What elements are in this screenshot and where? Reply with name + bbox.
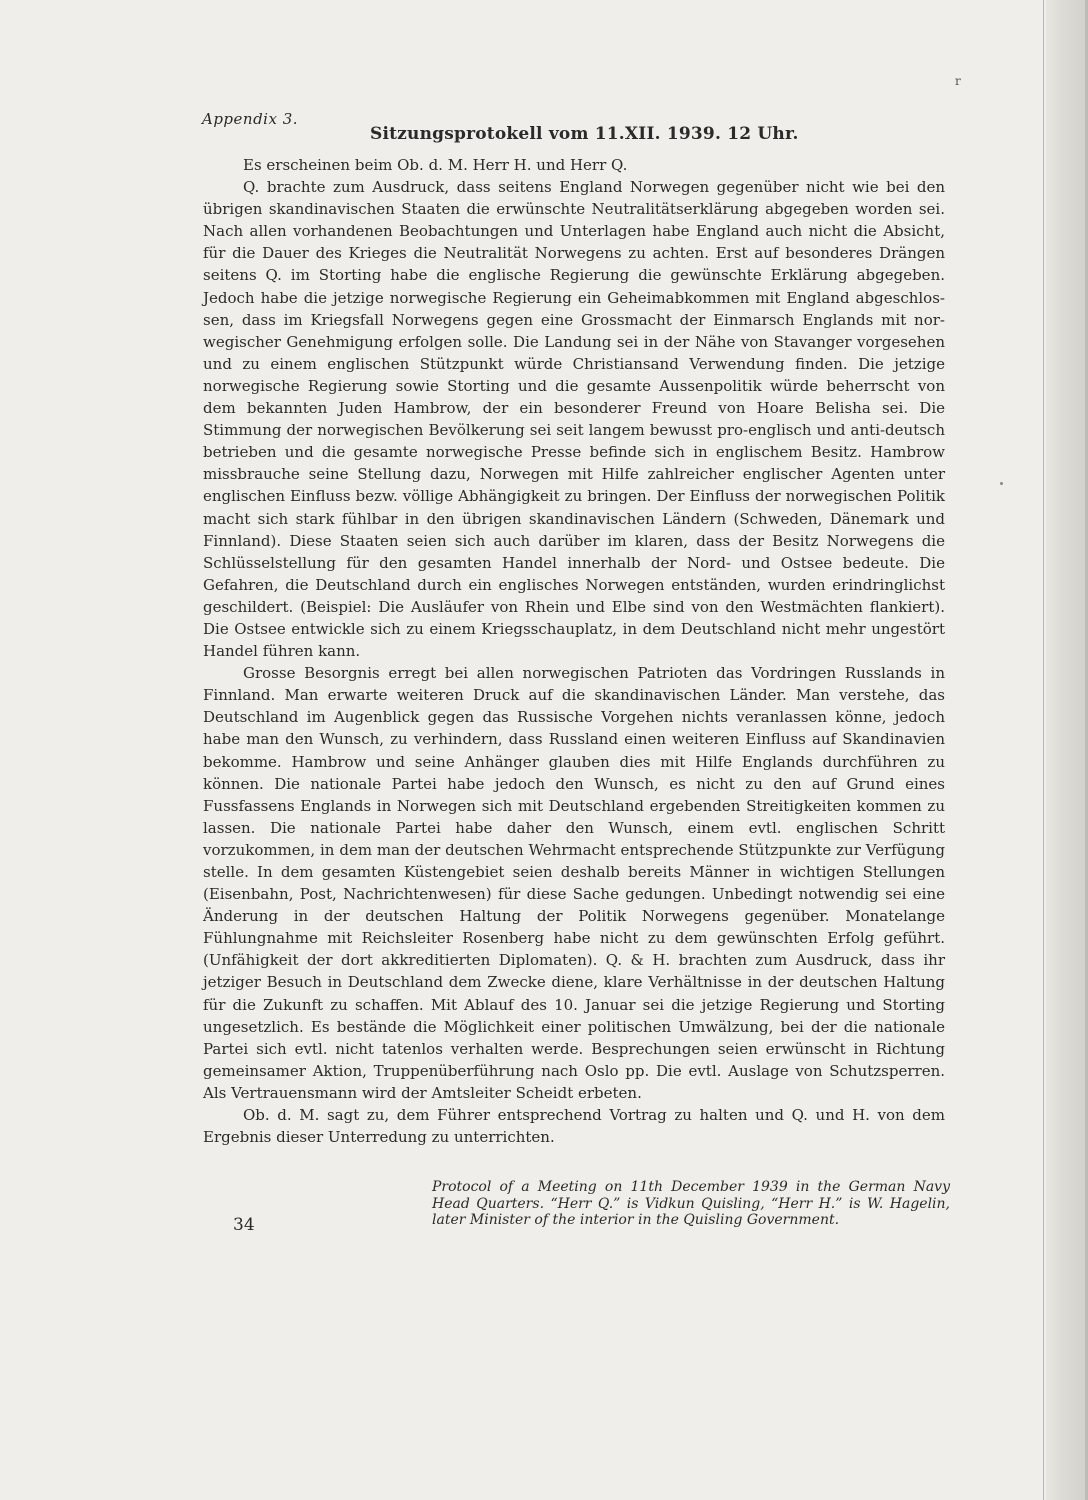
body-text	[203, 154, 945, 1148]
corner-mark: r	[955, 74, 961, 88]
page-number: 34	[233, 1215, 255, 1235]
footnote: Protocol of a Meeting on 11th December 1939 in the German Navy Head Quarters. “Herr Q.” is Vidkun Quisling, “Herr H.” is W. Hagelin, later Minister of the interior in the Quisling Government.	[432, 1179, 950, 1229]
appendix-label: Appendix 3.	[202, 110, 299, 128]
paragraph-concerns: Grosse Besorgnis erregt bei allen norwegischen Patrioten das Vordringen Russlands in Finnland. Man erwarte weiteren Druck auf die skandinavischen Länder. Man verstehe, das Deutschland im Augenblick gegen das Russische Vorgehen nichts veranlassen könne, jedoch habe man den Wunsch, zu verhindern, dass Russland einen weiteren Einfluss auf Skandinavien bekomme. Hambrow und seine Anhänger glauben dies mit Hilfe Englands durchführen zu können. Die nationale Partei habe jedoch den Wunsch, es nicht zu den auf Grund eines Fussfassens Englands in Norwegen sich mit Deutschland ergebenden Streitigkeiten kommen zu lassen. Die nationale Partei habe daher den Wunsch, einem evtl. englischen Schritt vorzukommen, in dem man der deutschen Wehrmacht entsprechende Stützpunkte zur Verfügung stelle. In dem gesamten Küstengebiet seien deshalb bereits Männer in wichtigen Stellungen (Eisenbahn, Post, Nachrichtenwesen) für diese Sache gedungen. Unbedingt notwendig sei eine Änderung in der deutschen Haltung der Politik Norwegens gegenüber. Monatelange Fühlungnahme mit Reichsleiter Rosenberg habe nicht zu dem gewünschten Erfolg geführt. (Unfähigkeit der dort akkreditierten Diplomaten). Q. & H. brachten zum Ausdruck, dass ihr jetziger Besuch in Deutschland dem Zwecke diene, klare Verhältnisse in der deutschen Haltung für die Zukunft zu schaffen. Mit Ablauf des 10. Januar sei die jetzige Regierung und Storting ungesetzlich. Es bestände die Möglichkeit einer politischen Umwälzung, bei der die nationale Partei sich evtl. nicht tatenlos verhalten werde. Besprechungen seien erwünscht in Richtung gemeinsamer Aktion, Truppenüberführung nach Oslo pp. Die evtl. Auslage von Schutzsperren. Als Vertrauensmann wird der Amtsleiter Scheidt erbeten.	[203, 664, 945, 1102]
paragraph-conclusion: Ob. d. M. sagt zu, dem Führer entsprechend Vortrag zu halten und Q. und H. von dem Ergebnis dieser Unterredung zu unterrichten.	[203, 1106, 945, 1147]
page-edge-line	[1043, 0, 1044, 1500]
paragraph-attendance: Es erscheinen beim Ob. d. M. Herr H. und Herr Q.	[243, 156, 628, 174]
document-title: Sitzungsprotokell vom 11.XII. 1939. 12 Uhr.	[370, 124, 799, 144]
page-edge	[1046, 0, 1088, 1500]
paper-speck	[1000, 482, 1003, 485]
paragraph-quisling-report: Q. brachte zum Ausdruck, dass seitens England Norwegen gegenüber nicht wie bei den übrigen skandinavischen Staaten die erwünschte Neutralitätserklärung abgegeben worden sei. Nach allen vorhandenen Beobachtungen und Unterlagen habe England auch nicht die Absicht, für die Dauer des Krieges die Neutralität Norwegens zu achten. Erst auf besonderes Drängen seitens Q. im Storting habe die englische Regierung die gewünschte Erklärung abgegeben. Jedoch habe die jetzige norwegische Regierung ein Geheimabkommen mit England abgeschlossen, dass im Kriegsfall Norwegens gegen eine Grossmacht der Einmarsch Englands mit norwegischer Genehmigung erfolgen solle. Die Landung sei in der Nähe von Stavanger vorgesehen und zu einem englischen Stützpunkt würde Christiansand Verwendung finden. Die jetzige norwegische Regierung sowie Storting und die gesamte Aussenpolitik würde beherrscht von dem bekannten Juden Hambrow, der ein besonderer Freund von Hoare Belisha sei. Die Stimmung der norwegischen Bevölkerung sei seit langem bewusst pro-englisch und anti-deutsch betrieben und die gesamte norwegische Presse befinde sich in englischem Besitz. Hambrow missbrauche seine Stellung dazu, Norwegen mit Hilfe zahlreicher englischer Agenten unter englischen Einfluss bezw. völlige Abhängigkeit zu bringen. Der Einfluss der norwegischen Politik macht sich stark fühlbar in den übrigen skandinavischen Ländern (Schweden, Dänemark und Finnland). Diese Staaten seien sich auch darüber im klaren, dass der Besitz Norwegens die Schlüsselstellung für den gesamten Handel innerhalb der Nord- und Ostsee bedeute. Die Gefahren, die Deutschland durch ein englisches Norwegen entständen, wurden erindringlichst geschildert. (Beispiel: Die Ausläufer von Rhein und Elbe sind von den Westmächten flankiert). Die Ostsee entwickle sich zu einem Kriegsschauplatz, in dem Deutschland nicht mehr ungestört Handel führen kann.	[203, 178, 945, 661]
